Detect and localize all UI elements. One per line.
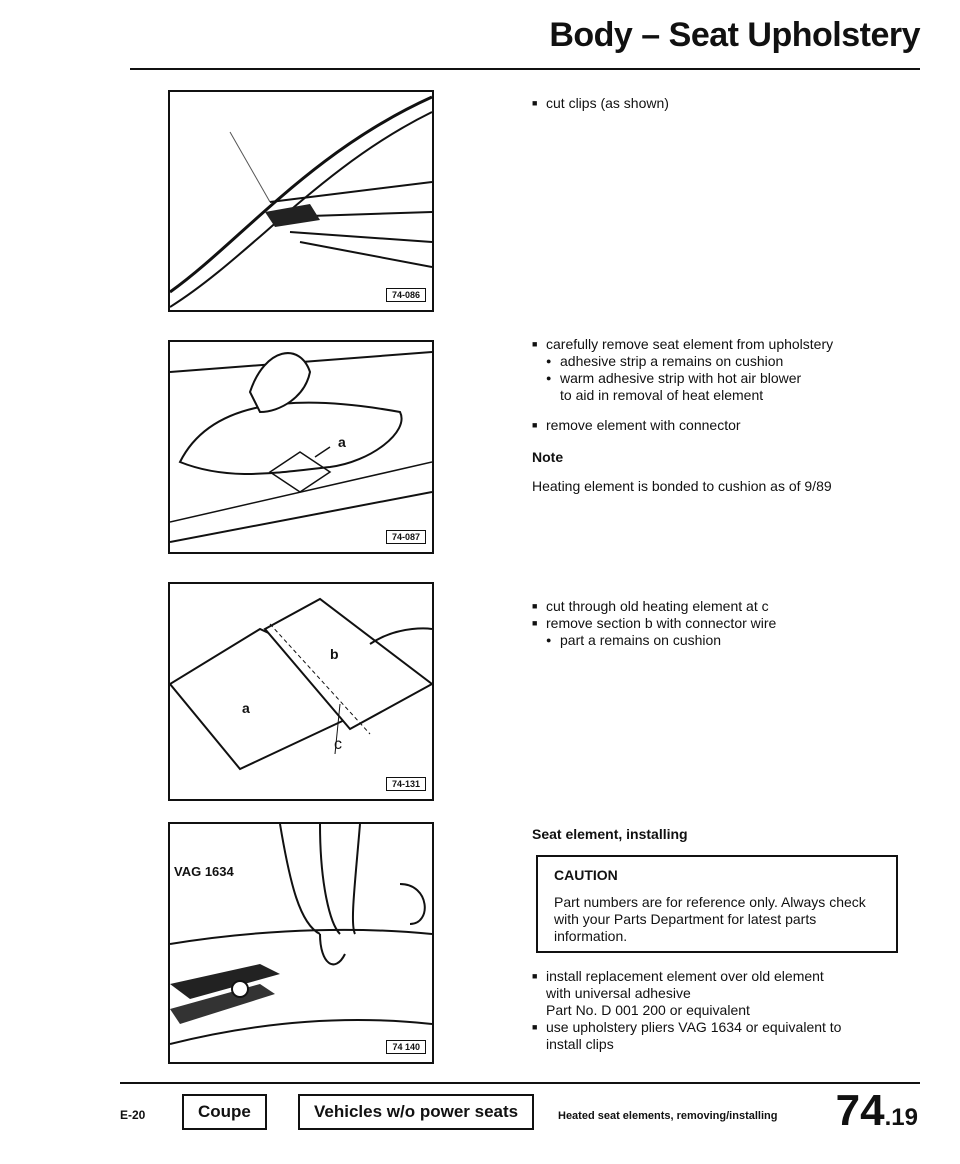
note-text: Heating element is bonded to cushion as of 9/89: [532, 478, 832, 494]
figure-number: 74-131: [386, 777, 426, 791]
bullet-text: ■ install replacement element over old element with universal adhesive: [532, 968, 852, 1002]
tool-label: VAG 1634: [174, 864, 234, 879]
figure-label-a: a: [242, 700, 250, 716]
tag-vehicles-without-power-seats: Vehicles w/o power seats: [298, 1094, 534, 1130]
figure-label-a: a: [338, 434, 346, 450]
section-number-main: 74: [835, 1086, 885, 1135]
bullet-text: ■ remove element with connector: [532, 417, 852, 434]
step-cut-section: [532, 598, 862, 649]
illustration-cut-clips: [170, 92, 432, 310]
footer-divider: [120, 1082, 920, 1084]
note-heading: Note: [532, 449, 564, 465]
illustration-remove-element: [170, 342, 432, 552]
page-number: E-20: [120, 1108, 146, 1122]
tag-coupe: Coupe: [182, 1094, 267, 1130]
footer-section-title: Heated seat elements, removing/installing: [558, 1110, 778, 1122]
figure-number: 74-086: [386, 288, 426, 302]
figure-number: 74-087: [386, 530, 426, 544]
figure-cut-clips: [168, 90, 434, 312]
bullet-text: ■ cut clips (as shown): [532, 95, 669, 112]
bullet-text: ■ use upholstery pliers VAG 1634 or equivalent to install clips: [532, 1019, 852, 1053]
section-heading-installing: Seat element, installing: [532, 826, 688, 842]
bullet-text: ■ carefully remove seat element from upholstery: [532, 336, 852, 353]
caution-box: [536, 855, 898, 953]
header-divider: [130, 68, 920, 70]
figure-label-b: b: [330, 646, 339, 662]
bullet-text: ■ cut through old heating element at c: [532, 598, 862, 615]
figure-remove-element: [168, 340, 434, 554]
sub-bullet-text: ● warm adhesive strip with hot air blower: [532, 370, 852, 387]
page-title: Body – Seat Upholstery: [549, 16, 920, 54]
bullet-text: ■ remove section b with connector wire: [532, 615, 862, 632]
sub-bullet-text: ● part a remains on cushion: [532, 632, 862, 649]
step-install: [532, 968, 852, 1053]
section-number: [836, 1086, 918, 1136]
figure-number: 74 140: [386, 1040, 426, 1054]
caution-title: CAUTION: [554, 867, 618, 883]
illustration-cut-section: [170, 584, 432, 799]
sub-bullet-continuation: to aid in removal of heat element: [560, 387, 764, 403]
step-cut-clips: [532, 95, 669, 112]
section-number-sub: .19: [884, 1104, 918, 1131]
sub-bullet-text: ● adhesive strip a remains on cushion: [532, 353, 852, 370]
illustration-install-clips: [170, 824, 432, 1062]
step-remove-element: [532, 336, 852, 495]
figure-install-clips: [168, 822, 434, 1064]
figure-cut-section: [168, 582, 434, 801]
figure-label-c: c: [334, 736, 342, 753]
caution-text: Part numbers are for reference only. Always check with your Parts Department for latest parts information.: [554, 894, 866, 944]
bullet-continuation: Part No. D 001 200 or equivalent: [546, 1002, 750, 1018]
